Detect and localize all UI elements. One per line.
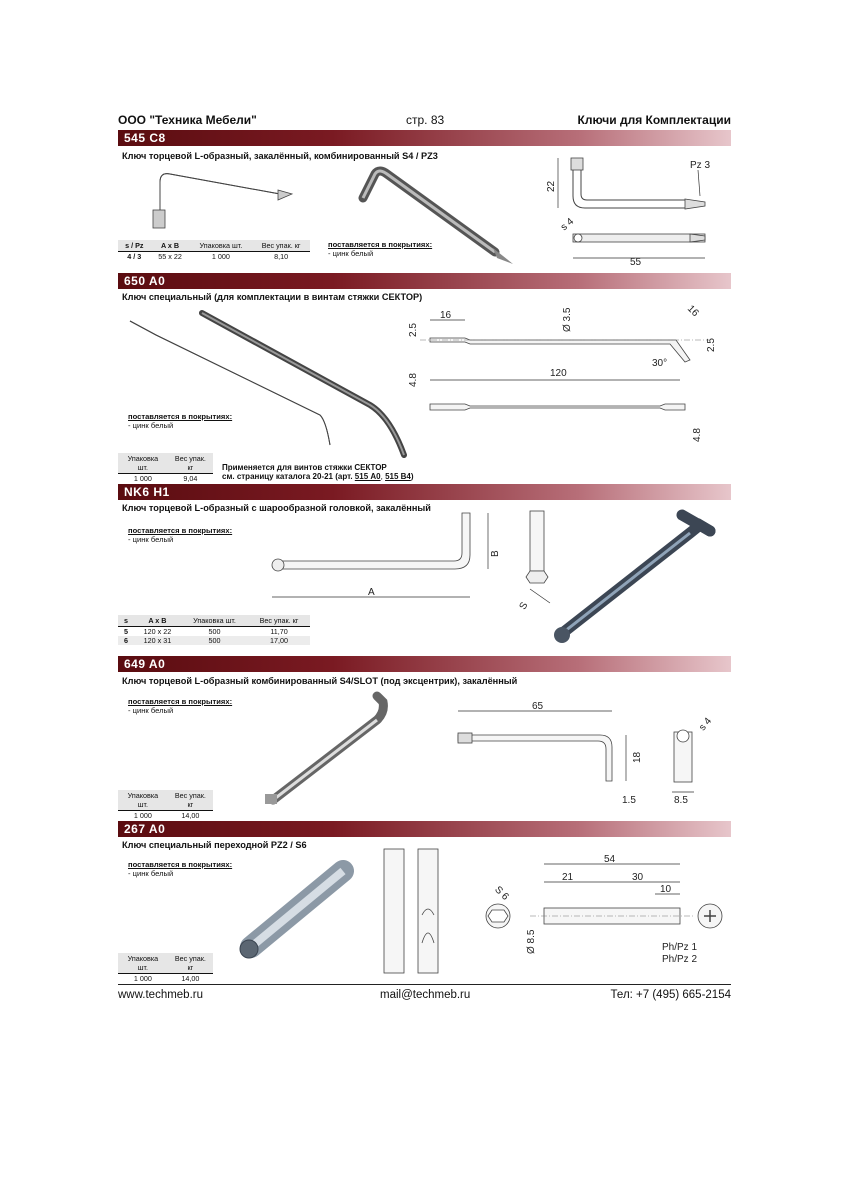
key-nk6h1-dimensions — [260, 505, 510, 605]
product-title: Ключ специальный (для комплектации в винтам стяжки СЕКТОР) — [122, 292, 423, 302]
key-650a0-dimensions — [400, 300, 730, 450]
dim-54: 54 — [604, 854, 616, 865]
dim-2.5-right: 2.5 — [706, 338, 717, 352]
dim-pz: Pz 3 — [690, 160, 711, 171]
table-header: Вес упак. кг — [168, 790, 213, 811]
table-header: Упаковка шт. — [118, 453, 168, 474]
footer-email[interactable]: mail@techmeb.ru — [380, 989, 471, 1001]
dim-b: B — [490, 550, 501, 557]
dim-4.8-left: 4.8 — [408, 373, 419, 387]
dim-16-right: 16 — [684, 303, 701, 320]
dim-length: 55 — [630, 257, 642, 268]
table-header: Упаковка шт. — [118, 953, 168, 974]
table-row: 1 000 9,04 — [118, 474, 213, 484]
key-267a0-photo — [235, 855, 365, 965]
key-649a0-side — [660, 712, 730, 812]
dim-1.5: 1.5 — [622, 795, 636, 806]
dim-s6: S 6 — [492, 884, 511, 903]
dim-16-left: 16 — [440, 310, 452, 321]
key-649a0-dimensions — [440, 695, 650, 810]
footer-rule — [118, 984, 731, 985]
section-band-545c8 — [118, 130, 731, 146]
table-row: 1 000 14,00 — [118, 974, 213, 984]
spec-table-nk6h1 — [118, 615, 310, 645]
table-header: Упаковка шт. — [118, 790, 168, 811]
section-band-650a0 — [118, 273, 731, 289]
section-code: 545 C8 — [124, 131, 166, 145]
application-note: Применяется для винтов стяжки СЕКТОР см. страницу каталога 20-21 (арт. 515 A0, 515 B4) — [222, 463, 414, 481]
section-code: 649 A0 — [124, 657, 166, 671]
table-header: s — [118, 615, 134, 627]
product-title: Ключ торцевой L-образный комбинированный S4/SLOT (под эксцентрик), закалённый — [122, 676, 518, 686]
table-row: 4 / 3 55 x 22 1 000 8,10 — [118, 252, 310, 262]
dim-height: 22 — [546, 180, 557, 192]
table-row: 6 120 x 31 500 17,00 — [118, 636, 310, 645]
coating-note: поставляется в покрытиях: - цинк белый — [128, 412, 233, 430]
dim-ph1: Ph/Pz 1 — [662, 942, 698, 953]
key-267a0-section — [380, 843, 440, 978]
key-650a0-drawing — [120, 305, 420, 465]
key-545c8-drawing-1 — [120, 160, 300, 240]
dim-2.5-left: 2.5 — [408, 323, 419, 337]
page-number: стр. 83 — [406, 113, 445, 127]
dim-diameter: Ø 3.5 — [562, 307, 573, 332]
dim-21: 21 — [562, 872, 574, 883]
section-code: 267 A0 — [124, 822, 166, 836]
table-header: Вес упак. кг — [248, 615, 310, 627]
dim-10: 10 — [660, 884, 672, 895]
catalog-link-515b4[interactable]: 515 B4 — [385, 472, 411, 481]
spec-table-649a0 — [118, 790, 213, 820]
coating-note: поставляется в покрытиях: - цинк белый — [128, 526, 233, 544]
coating-note: поставляется в покрытиях: - цинк белый — [328, 240, 433, 258]
table-header: Вес упак. кг — [168, 453, 213, 474]
table-header: Упаковка шт. — [181, 615, 248, 627]
table-header: A x B — [151, 240, 190, 252]
section-band-649a0 — [118, 656, 731, 672]
dim-s: S — [517, 600, 531, 612]
footer-website[interactable]: www.techmeb.ru — [118, 989, 204, 1001]
company-name: ООО "Техника Мебели" — [118, 113, 257, 127]
dim-30: 30 — [632, 872, 644, 883]
table-header: A x B — [134, 615, 181, 627]
section-code: NK6 H1 — [124, 485, 170, 499]
table-header: s / Pz — [118, 240, 151, 252]
dim-8.5: 8.5 — [674, 795, 688, 806]
dim-a: A — [368, 587, 375, 598]
spec-table-545c8 — [118, 240, 310, 261]
section-title: Ключи для Комплектации — [577, 113, 731, 127]
dim-4.8-right: 4.8 — [692, 428, 703, 442]
spec-table-267a0 — [118, 953, 213, 983]
dim-65: 65 — [532, 701, 544, 712]
coating-note: поставляется в покрытиях: - цинк белый — [128, 697, 233, 715]
dim-ph2: Ph/Pz 2 — [662, 954, 698, 965]
dim-18: 18 — [632, 751, 643, 763]
key-nk6h1-photo — [550, 505, 720, 645]
spec-table-650a0 — [118, 453, 213, 483]
dim-d8.5: Ø 8.5 — [526, 929, 537, 954]
dim-s4: s 4 — [697, 715, 715, 734]
section-band-nk6h1 — [118, 484, 731, 500]
key-649a0-drawing — [255, 690, 405, 815]
product-title: Ключ торцевой L-образный с шарообразной головкой, закалённый — [122, 503, 431, 513]
product-title: Ключ торцевой L-образный, закалённый, комбинированный S4 / PZ3 — [122, 151, 438, 161]
table-row: 1 000 14,00 — [118, 811, 213, 821]
table-header: Вес упак. кг — [252, 240, 310, 252]
dim-s: s 4 — [558, 216, 577, 234]
dim-angle: 30° — [652, 358, 668, 369]
table-row: 5 120 x 22 500 11,70 — [118, 627, 310, 637]
coating-note: поставляется в покрытиях: - цинк белый — [128, 860, 233, 878]
section-band-267a0 — [118, 821, 731, 837]
key-545c8-dimensions — [540, 150, 730, 270]
catalog-link-515a0[interactable]: 515 A0 — [354, 472, 381, 481]
dim-120: 120 — [550, 368, 567, 379]
footer-phone: Тел: +7 (495) 665-2154 — [610, 989, 731, 1001]
section-code: 650 A0 — [124, 274, 166, 288]
product-title: Ключ специальный переходной PZ2 / S6 — [122, 840, 307, 850]
table-header: Вес упак. кг — [168, 953, 213, 974]
table-header: Упаковка шт. — [190, 240, 253, 252]
key-267a0-dimensions — [470, 850, 730, 975]
